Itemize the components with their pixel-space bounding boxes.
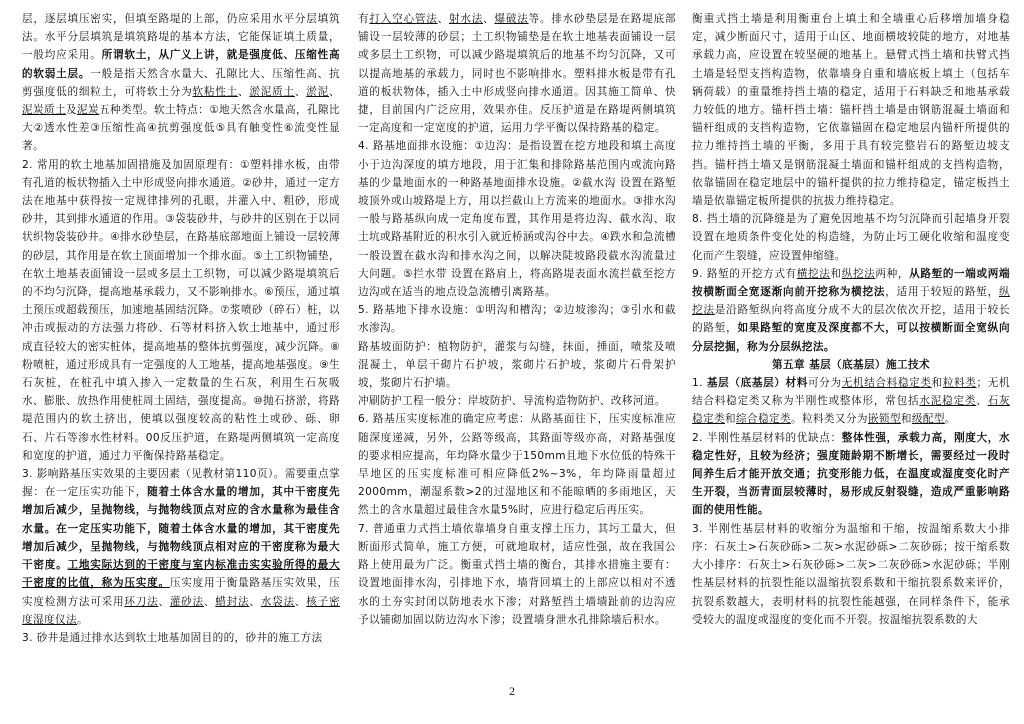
- text-run: 爆破法: [494, 13, 529, 25]
- text-run: 粒料类: [942, 377, 977, 390]
- text-run: 、: [203, 595, 216, 608]
- text-run: 有: [358, 13, 370, 25]
- text-run: 。: [944, 413, 956, 426]
- paragraph: [22, 629, 340, 647]
- text-run: 、: [294, 85, 307, 98]
- text-run: 5. 路基地下排水设施：①明沟和槽沟；②边坡渗沟；③引水和截水渗沟。: [358, 304, 676, 335]
- text-run: 无机结合料稳定类: [841, 377, 932, 390]
- text-run: 所谓软土，从广义上讲，就是强度低、压缩性高的软弱土层。: [22, 49, 340, 80]
- paragraph: [22, 465, 340, 629]
- text-run: 灌砂法: [169, 595, 204, 608]
- text-run: 1.: [692, 377, 707, 390]
- text-run: 综合稳定类: [735, 413, 791, 426]
- paragraph: [692, 429, 1010, 520]
- text-run: 如果路堑的宽度及深度都不大，可以按横断面全宽纵向分层挖掘，称为分层纵挖法。: [692, 322, 1010, 353]
- text-run: 泥炭质土: [22, 104, 67, 117]
- text-run: 和: [900, 413, 912, 426]
- text-run: 泥炭: [77, 104, 100, 117]
- text-run: 淤泥质土: [249, 85, 295, 98]
- text-run: 3. 砂井是通过排水达到软土地基加固目的的，砂井的施工方法: [22, 631, 323, 644]
- text-run: 路基坡面防护：植物防护，灌浆与勾缝，抹面，捶面，喷浆及喷混凝土，单层干砌片石护坡，浆砌片石护坡，浆砌片石骨架护坡，浆砌片石护墙。: [358, 340, 676, 390]
- text-run: 五种类型。软土特点：①地天然含水量高，孔隙比大②透水性差③压缩性高④抗剪强度低⑤具有触变性⑥流变性显著。: [22, 104, 340, 153]
- paragraph: [358, 301, 676, 337]
- paragraph: [692, 374, 1010, 429]
- text-run: 压实度用于衡量路基压实效果，压实度检测方法可采用: [22, 577, 340, 608]
- paragraph: [358, 520, 676, 629]
- text-run: 整体性强，承载力高，刚度大，水稳定性好，且较为经济；强度随龄期不断增长，需要经过一段时间养生后才能开放交通；抗变形能力低，在温度或湿度变化时产生开裂，当沥青面层较薄时，易形成反射裂缝，造成严重影响路面的使用性能。: [692, 431, 1010, 517]
- text-run: 3. 影响路基压实效果的主要因素（见教材第110页）。需要重点掌握：在一定压实功能下，: [22, 468, 340, 499]
- paragraph: [692, 210, 1010, 265]
- paragraph: [358, 338, 676, 393]
- text-run: 纵挖法: [692, 286, 1010, 317]
- paragraph: [692, 356, 1010, 374]
- page-number: 2: [509, 684, 515, 698]
- text-run: 级配型: [911, 413, 945, 426]
- text-run: ，适用于较短的路堑，: [885, 286, 999, 299]
- text-run: 、: [483, 13, 495, 25]
- text-run: 3. 半刚性基层材料的收缩分为温缩和干缩，按温缩系数大小排序：石灰土>石灰砂砾>二灰>水泥砂砾>二灰砂砾；按干缩系数大小排序：石灰土>石灰砂砾>二灰>二灰砂砾>水泥砂砾；半刚性基层材料的抗裂性能以温缩抗裂系数和干缩抗裂系数来评价，抗裂系数越大，表明材料的抗裂性能越强，在同样条件下，能承受较大的温度或湿度的变化而不开裂。按温缩抗裂系数的大: [692, 522, 1010, 626]
- paragraph: [358, 410, 676, 519]
- text-run: 。粒料类又分为: [790, 413, 868, 426]
- column-right: [692, 10, 1010, 680]
- paragraph: [692, 10, 1010, 210]
- text-run: 。: [76, 613, 88, 626]
- column-middle: [358, 10, 676, 680]
- text-run: 和: [931, 377, 943, 390]
- text-run: 横挖法: [796, 267, 831, 280]
- text-run: 射水法: [448, 13, 484, 25]
- text-run: 9. 路堑的开挖方式有: [692, 267, 797, 280]
- paragraph: [692, 520, 1010, 629]
- text-run: 淤泥: [306, 85, 329, 98]
- paragraph: [358, 137, 676, 301]
- text-run: 从路堑的一端或两端按横断面全宽逐渐向前开挖称为横挖法: [692, 267, 1010, 299]
- paragraph: [692, 265, 1010, 356]
- text-run: 7. 普通重力式挡土墙依靠墙身自重支撑土压力，其圬工量大，但断面形式简单，施工方便，可就地取材，适应性强，故在我国公路上使用最为广泛。衡重式挡土墙的衡台，其排水措施主要有：设置地面排水沟，引排地下水，墙背回填土的上部应以相对不透水的土夯实封闭以防地表水下渗；对路堑挡土墙墙趾前的边沟应予以铺砌加固以防边沟水下渗；设置墙身泄水孔排除墙后积水。: [358, 522, 676, 626]
- text-run: 打入空心管法: [369, 13, 438, 25]
- text-run: 、: [976, 395, 988, 408]
- text-run: 2. 常用的软土地基加固措施及加固原理有：①塑料排水板，由带有孔道的板状物插入土中形成竖向排水通道。②砂井，通过一定方法在地基中获得按一定规律排列的孔眼，并灌入中、粗砂，形成砂井，其到排水通道的作用。③袋装砂井，与砂井的区别在于以同状织物袋装砂井。④排水砂垫层，在路基底部地面上铺设一层较薄的砂层，其作用是在软土顶面增加一个排水面。⑤土工织物铺垫，在软土地基表面铺设一层或多层土工织物，可以减少路堤填筑后的不均匀沉降，提高地基承载力，又不影响排水。⑥预压，通过填土预压或超载预压，加速地基固结沉降。⑦浆喷砂（碎石）桩，以冲击或振动的方法强力将砂、石等材料挤入软土地基中，通过形成直径较大的密实桩体，提高地基的整体抗剪强度，减少沉降。⑧粉喷桩，通过形成具有一定强度的人工地基，提高地基强度。⑨生石灰桩，在桩孔中填入掺入一定数量的生石灰，利用生石灰吸水、膨胀、放热作用使桩周土固结，强度提高。⑩抛石挤淤，将路堤范围内的软土挤出，使填以强度较高的粘性土或砂、砾、卵石、片石等渗水性材料。00反压护道，在路堤两侧填筑一定高度和宽度的护道，通过力平衡保持路基稳定。: [22, 158, 340, 462]
- text-run: 环刀法: [124, 595, 159, 608]
- text-run: 和: [830, 267, 842, 280]
- text-run: ；无机结合料稳定类又称为半刚性或整体形，常包括: [692, 377, 1010, 408]
- text-run: 第五章 基层（底基层）施工技术: [772, 358, 930, 371]
- text-run: 纵挖法: [841, 267, 876, 280]
- text-run: 6. 路基压实度标准的确定应考虑：从路基面往下，压实度标准应随深度递减，另外，公路等级高，其路面等级亦高，对路基强度的要求相应提高，年均降水量少于150mm且地下水位低的特殊干旱地区的压实度标准可相应降低2%~3%，年均降雨量超过2000mm，潮湿系数>2的过湿地区和不能晾晒的多雨地区，天然土的含水量超过最佳含水量5%时，应进行稳定后再压实。: [358, 413, 676, 517]
- text-run: 蜡封法: [215, 595, 250, 608]
- text-run: 核子密度湿度仪法: [22, 595, 340, 626]
- text-run: 等。排水砂垫层是在路堤底部铺设一层较薄的砂层；土工织物铺垫是在软土地基表面铺设一层或多层土工织物，可以减少路堤填筑后的地基不均匀沉降，又可以提高地基的承载力，同时也不影响排水。塑料排水板是带有孔道的板状物体，插入土中形成竖向排水通道。因其施工简单、快捷，目前国内广泛应用，效果亦佳。反压护道是在路堤两侧填筑一定高度和一定宽度的护道，运用力学平衡以保持路基的稳定。: [358, 13, 676, 135]
- paragraph: [358, 392, 676, 410]
- text-run: 、: [294, 595, 307, 608]
- paragraph: [358, 10, 676, 137]
- text-run: 及: [66, 104, 78, 117]
- paragraph: [22, 156, 340, 465]
- text-run: 基层（底基层）材料: [706, 377, 809, 390]
- text-run: 和: [724, 413, 736, 426]
- text-run: 工地实际达到的干密度与室内标准击实实验所得的最大干密度的比值，称为压实度。: [22, 559, 340, 590]
- text-run: 、: [437, 13, 449, 25]
- text-run: 、: [249, 595, 261, 608]
- text-run: 8. 挡土墙的沉降缝是为了避免因地基不均匀沉降而引起墙身开裂设置在地质条件变化处的构造缝，为防止圬工硬化收缩和温度变化而产生裂缝，应设置伸缩缝。: [692, 213, 1010, 262]
- text-run: 随着土体含水量的增加，其中干密度先增加后减少，呈抛物线，与抛物线顶点对应的含水量称为最佳含水量。在一定压实功能下，随着土体含水量的增加，其干密度先增加后减少，呈抛物线，与抛物线顶点相对应的干密度称为最大干密度。: [22, 486, 340, 572]
- column-left: [22, 10, 340, 680]
- text-run: 两种，: [875, 267, 910, 280]
- text-run: 石灰稳定类: [692, 395, 1010, 426]
- paragraph: [22, 10, 340, 156]
- text-run: 、: [238, 85, 250, 98]
- text-run: 一般是指天然含水量大、孔隙比大、压缩性高、抗剪强度低的细粒土，可将软土分为: [22, 67, 340, 98]
- text-run: 水袋法: [260, 595, 295, 608]
- text-run: 冲刷防护工程一般分：岸坡防护、导流构造物防护、改移河道。: [358, 395, 666, 408]
- text-run: 软粘性土: [192, 85, 239, 98]
- text-run: 嵌锁型: [867, 413, 901, 426]
- text-run: 4. 路基地面排水设施：①边沟：是指设置在挖方地段和填土高度小于边沟深度的填方地段，用于汇集和排除路基范围内或流向路基的少量地面水的一种路基地面排水设施。②截水沟 设置在路堑坡顶外或山坡路堤上方，用以拦截山上方流来的地面水。③排水沟 一般与路基纵向成一定角度布置，其作用是将边沟、截水沟、取土坑或路基附近的积水引入就近桥涵或沟谷中去。④跌水和急流槽 一般设置在截水沟和排水沟之间，以解决陡坡路段截水沟流量过大问题。⑤拦水带 设置在路肩上，将高路堤表面水流拦截至挖方边沟或在适当的地点设急流槽引离路基。: [358, 140, 676, 299]
- text-run: 2. 半刚性基层材料的优缺点：: [692, 431, 842, 444]
- text-run: 层，逐层填压密实，但填至路堤的上部，仍应采用水平分层填筑法。水平分层填筑是填筑路堤的基本方法，它能保证填土质量，一般均应采用。: [22, 13, 340, 62]
- text-run: 、: [158, 595, 170, 608]
- text-run: 水泥稳定类: [919, 395, 977, 408]
- text-run: 、: [329, 85, 340, 98]
- text-run: 是沿路堑纵向将高度分成不大的层次依次开挖，适用于较长的路堑，: [692, 304, 1010, 335]
- text-run: 可分为: [808, 377, 842, 390]
- text-run: 衡重式挡土墙是利用衡重台上填土和全墙重心后移增加墙身稳定，减少断面尺寸，适用于山区、地面横坡较陡的地方，对地基承载力高，应设置在较坚硬的地基上。悬臂式挡土墙和扶臂式挡土墙是轻型支挡构造物，依靠墙身自重和墙底板上填土（包括车辆荷载）的重量维持挡土墙的稳定，适用于石料缺乏和地基承载力较低的地方。锚杆挡土墙：锚杆挡土墙是由钢筋混凝土墙面和锚杆组成的支挡构造物，它依靠锚固在稳定地层内锚杆所提供的拉力维持挡土墙的平衡，多用于具有较完整岩石的路堑边坡支挡。锚杆挡土墙又是钢筋混凝土墙面和锚杆组成的支挡构造物，依靠锚固在稳定地层中的锚杆提供的拉力维持稳定，锚定板挡土墙是依靠锚定板所提供的抗拔力维持稳定。: [692, 13, 1010, 208]
